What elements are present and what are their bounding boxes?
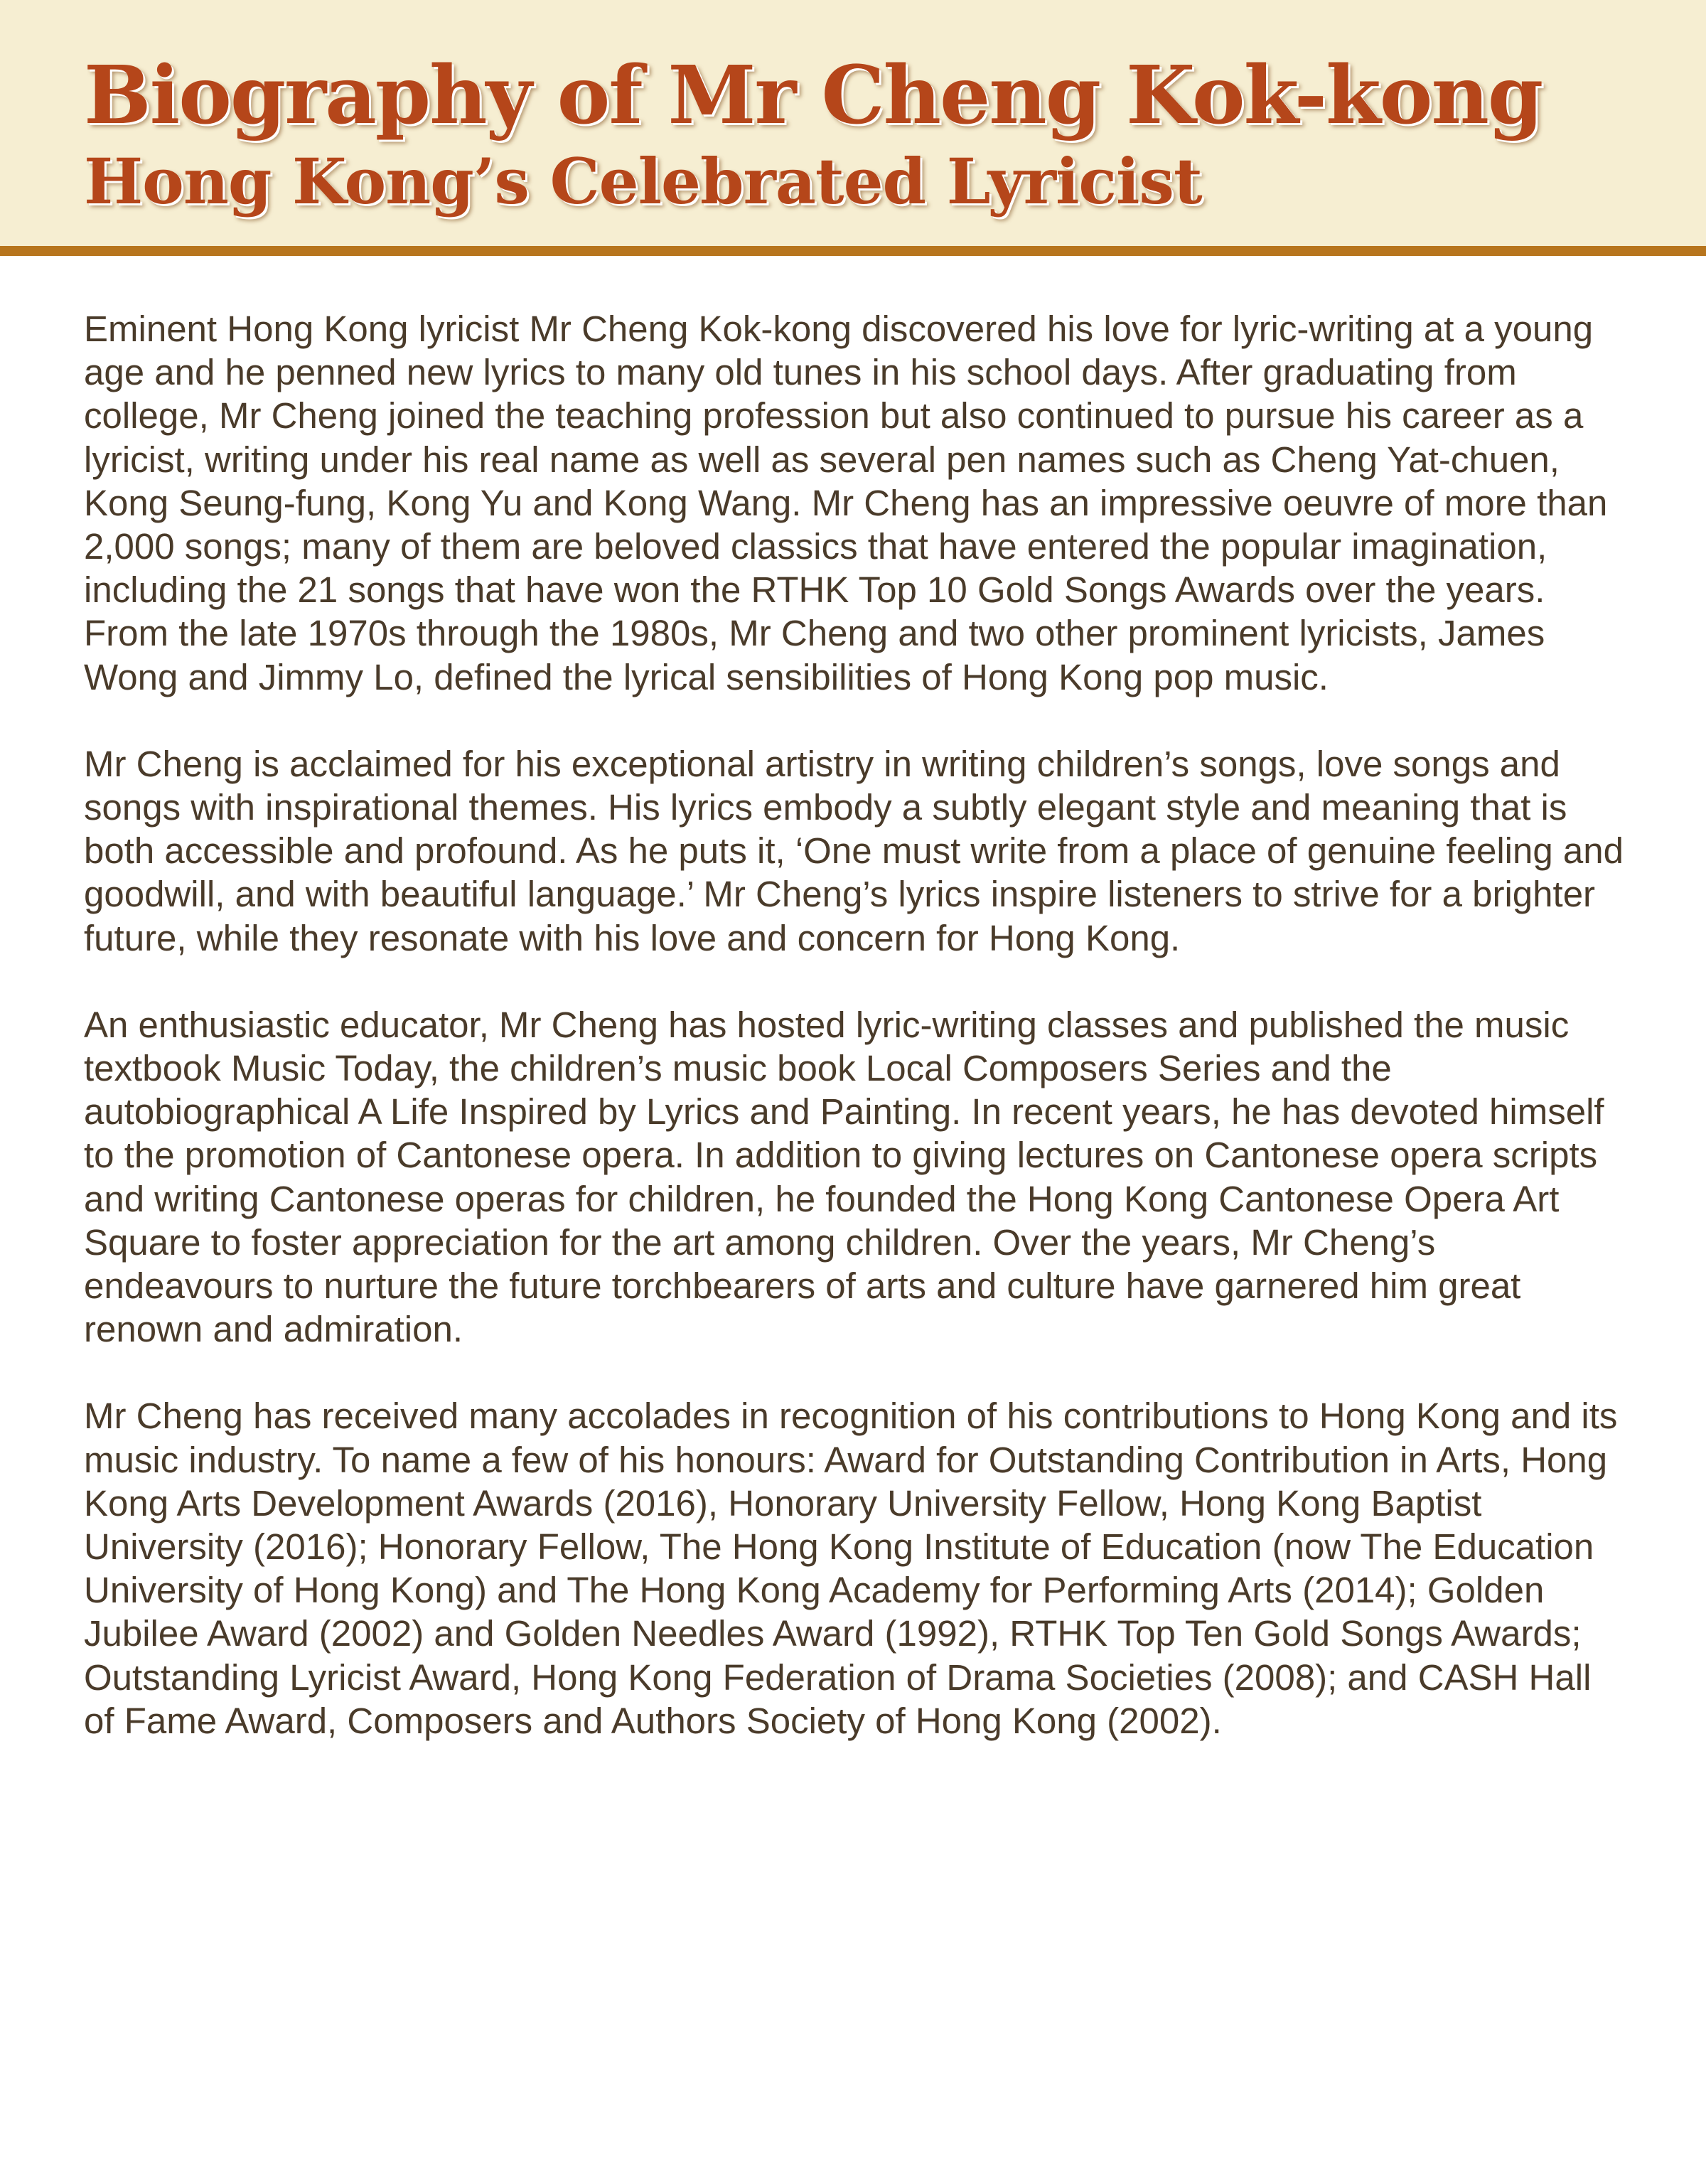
paragraph-accolades: Mr Cheng has received many accolades in recognition of his contributions to Hong Kong and its music industry. To name a few of his honours: Award for Outstanding Contribution in Arts, Hong Kong Arts Development Awards (2016), Honorary University Fellow, Hong Kong Baptist University (2016); Honorary Fellow, The Hong Kong Institute of Education (now The Education University of Hong Kong) and The Hong Kong Academy for Performing Arts (2014); Golden Jubilee Award (2002) and Golden Needles Award (1992), RTHK Top Ten Gold Songs Awards; Outstanding Lyricist Award, Hong Kong Federation of Drama Societies (2008); and CASH Hall of Fame Award, Composers and Authors Society of Hong Kong (2002). <box>84 1396 1618 1741</box>
paragraph-education: An enthusiastic educator, Mr Cheng has hosted lyric-writing classes and published the music textbook Music Today, the children’s music book Local Composers Series and the autobiographical A Life Inspired by Lyrics and Painting. In recent years, he has devoted himself to the promotion of Cantonese opera. In addition to giving lectures on Cantonese opera scripts and writing Cantonese operas for children, he founded the Hong Kong Cantonese Opera Art Square to foster appreciation for the art among children. Over the years, Mr Cheng’s endeavours to nurture the future torchbearers of arts and culture have garnered him great renown and admiration. <box>84 1004 1604 1350</box>
biography-body <box>84 307 1626 1786</box>
page-title: Biography of Mr Cheng Kok-kong <box>84 49 1543 142</box>
paragraph-lyrical-style: Mr Cheng is acclaimed for his exceptional artistry in writing children’s songs, love songs and songs with inspirational themes. His lyrics embody a subtly elegant style and meaning that is both accessible and profound. As he puts it, ‘One must write from a place of genuine feeling and goodwill, and with beautiful language.’ Mr Cheng’s lyrics inspire listeners to strive for a brighter future, while they resonate with his love and concern for Hong Kong. <box>84 743 1624 958</box>
paragraph-early-career: Eminent Hong Kong lyricist Mr Cheng Kok-kong discovered his love for lyric-writing at a young age and he penned new lyrics to many old tunes in his school days. After graduating from college, Mr Cheng joined the teaching profession but also continued to pursue his career as a lyricist, writing under his real name as well as several pen names such as Cheng Yat-chuen, Kong Seung-fung, Kong Yu and Kong Wang. Mr Cheng has an impressive oeuvre of more than 2,000 songs; many of them are beloved classics that have entered the popular imagination, including the 21 songs that have won the RTHK Top 10 Gold Songs Awards over the years. From the late 1970s through the 1980s, Mr Cheng and two other prominent lyricists, James Wong and Jimmy Lo, defined the lyrical sensibilities of Hong Kong pop music. <box>84 309 1608 697</box>
title-banner <box>0 0 1706 256</box>
page-subtitle: Hong Kong’s Celebrated Lyricist <box>84 144 1202 218</box>
